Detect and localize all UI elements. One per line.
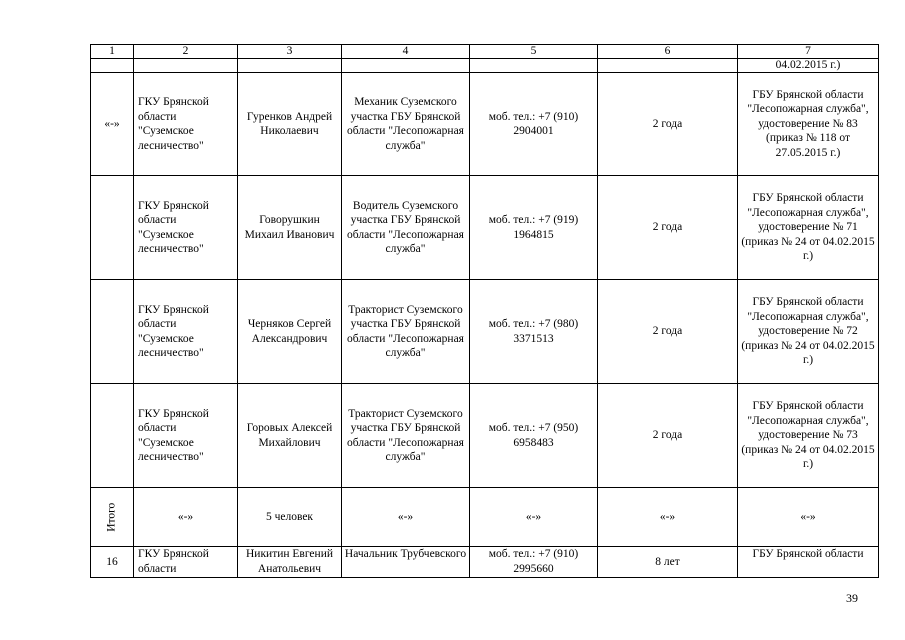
total-cell: «-» bbox=[134, 488, 238, 547]
experience-cell: 2 года bbox=[598, 73, 738, 176]
total-cell: «-» bbox=[738, 488, 879, 547]
total-cell: «-» bbox=[598, 488, 738, 547]
organization-cell: ГКУ Брянской области bbox=[134, 547, 238, 578]
person-name-cell: Черняков Сергей Александрович bbox=[238, 280, 342, 384]
training-cell: ГБУ Брянской области "Лесопожарная служба", удостоверение № 83 (приказ № 118 от 27.05.2015 г.) bbox=[738, 73, 879, 176]
column-number: 3 bbox=[238, 45, 342, 59]
total-label-cell bbox=[91, 488, 134, 547]
experience-cell: 2 года bbox=[598, 280, 738, 384]
position-cell: Механик Суземского участка ГБУ Брянской области "Лесопожарная служба" bbox=[342, 73, 470, 176]
person-name-cell: Никитин Евгений Анатольевич bbox=[238, 547, 342, 578]
position-cell: Тракторист Суземского участка ГБУ Брянской области "Лесопожарная служба" bbox=[342, 280, 470, 384]
training-cell: ГБУ Брянской области "Лесопожарная служба", удостоверение № 72 (приказ № 24 от 04.02.2015 г.) bbox=[738, 280, 879, 384]
phone-cell: моб. тел.: +7 (910) 2995660 bbox=[470, 547, 598, 578]
training-cell: ГБУ Брянской области bbox=[738, 547, 879, 578]
training-cell: ГБУ Брянской области "Лесопожарная служба", удостоверение № 73 (приказ № 24 от 04.02.2015 г.) bbox=[738, 384, 879, 488]
organization-cell: ГКУ Брянской области "Суземское лесничество" bbox=[134, 384, 238, 488]
table-row bbox=[91, 176, 879, 280]
column-number: 4 bbox=[342, 45, 470, 59]
position-cell: Водитель Суземского участка ГБУ Брянской области "Лесопожарная служба" bbox=[342, 176, 470, 280]
column-number: 1 bbox=[91, 45, 134, 59]
phone-cell: моб. тел.: +7 (950) 6958483 bbox=[470, 384, 598, 488]
total-row bbox=[91, 488, 879, 547]
total-cell: «-» bbox=[342, 488, 470, 547]
personnel-table bbox=[90, 44, 879, 578]
position-cell: Тракторист Суземского участка ГБУ Брянской области "Лесопожарная служба" bbox=[342, 384, 470, 488]
row-number-cell: «-» bbox=[91, 73, 134, 176]
table-row bbox=[91, 280, 879, 384]
total-label: Итого bbox=[105, 502, 118, 532]
phone-cell: моб. тел.: +7 (910) 2904001 bbox=[470, 73, 598, 176]
column-number: 7 bbox=[738, 45, 879, 59]
organization-cell: ГКУ Брянской области "Суземское лесничество" bbox=[134, 176, 238, 280]
phone-cell: моб. тел.: +7 (980) 3371513 bbox=[470, 280, 598, 384]
page-number: 39 bbox=[846, 591, 858, 605]
column-number-row bbox=[91, 45, 879, 59]
table-row bbox=[91, 73, 879, 176]
experience-cell: 2 года bbox=[598, 176, 738, 280]
training-cell: 04.02.2015 г.) bbox=[738, 59, 879, 73]
organization-cell: ГКУ Брянской области "Суземское лесничество" bbox=[134, 73, 238, 176]
column-number: 5 bbox=[470, 45, 598, 59]
table-row bbox=[91, 547, 879, 578]
row-number-cell bbox=[91, 384, 134, 488]
table-row bbox=[91, 384, 879, 488]
experience-cell: 8 лет bbox=[598, 547, 738, 578]
person-name-cell: Говорушкин Михаил Иванович bbox=[238, 176, 342, 280]
position-cell: Начальник Трубчевского bbox=[342, 547, 470, 578]
experience-cell: 2 года bbox=[598, 384, 738, 488]
training-cell: ГБУ Брянской области "Лесопожарная служба", удостоверение № 71 (приказ № 24 от 04.02.2015 г.) bbox=[738, 176, 879, 280]
column-number: 2 bbox=[134, 45, 238, 59]
row-number-cell: 16 bbox=[91, 547, 134, 578]
organization-cell: ГКУ Брянской области "Суземское лесничество" bbox=[134, 280, 238, 384]
continuation-row bbox=[91, 59, 879, 73]
total-cell: «-» bbox=[470, 488, 598, 547]
row-number-cell bbox=[91, 280, 134, 384]
row-number-cell bbox=[91, 176, 134, 280]
column-number: 6 bbox=[598, 45, 738, 59]
person-name-cell: Горовых Алексей Михайлович bbox=[238, 384, 342, 488]
person-name-cell: Гуренков Андрей Николаевич bbox=[238, 73, 342, 176]
phone-cell: моб. тел.: +7 (919) 1964815 bbox=[470, 176, 598, 280]
total-count-cell: 5 человек bbox=[238, 488, 342, 547]
